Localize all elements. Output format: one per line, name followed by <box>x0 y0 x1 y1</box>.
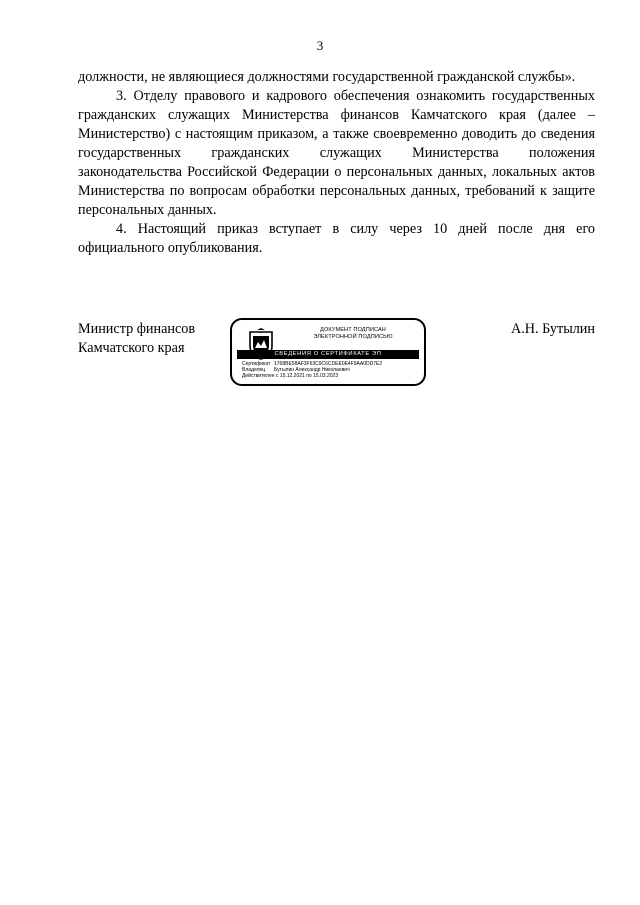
signatory-position-line2: Камчатского края <box>78 340 185 356</box>
page-number: 3 <box>316 38 324 53</box>
paragraph-item-3: 3. Отделу правового и кадрового обеспечения ознакомить государственных гражданских служащих Министерства финансов Камчатского края (далее – Министерство) с настоящим приказом, а также своевременно доводить до сведения государственных гражданских служащих Министерства положения законодательства Российской Федерации о персональных данных, локальных актов Министерства по вопросам обработки персональных данных, требований к защите персональных данных. <box>78 88 595 218</box>
stamp-header-line1: ДОКУМЕНТ ПОДПИСАН <box>320 327 386 333</box>
stamp-owner-label: Владелец <box>242 367 266 373</box>
stamp-cert-value: 1768BE58AF3F63C9C6CDEE0E4F9AA0DD7E2 <box>274 361 383 367</box>
signatory-name: А.Н. Бутылин <box>510 321 595 337</box>
paragraph-continuation: должности, не являющиеся должностями государственной гражданской службы». <box>78 69 576 85</box>
signatory-position-line1: Министр финансов <box>78 321 196 337</box>
stamp-certificate-bar: СВЕДЕНИЯ О СЕРТИФИКАТЕ ЭП <box>237 350 419 359</box>
document-body <box>78 68 595 258</box>
electronic-signature-stamp <box>230 318 426 386</box>
stamp-header <box>288 327 418 341</box>
stamp-cert-label: Сертификат <box>242 361 271 367</box>
stamp-owner-value: Бутылин Александр Николаевич <box>274 367 350 373</box>
signatory-position <box>78 320 195 358</box>
paragraph-item-4: 4. Настоящий приказ вступает в силу через 10 дней после дня его официального опубликования. <box>78 221 595 256</box>
stamp-header-line2: ЭЛЕКТРОННОЙ ПОДПИСЬЮ <box>313 334 393 340</box>
stamp-validity-row: Действителен с 15.12.2021 по 15.03.2023 <box>242 373 339 379</box>
